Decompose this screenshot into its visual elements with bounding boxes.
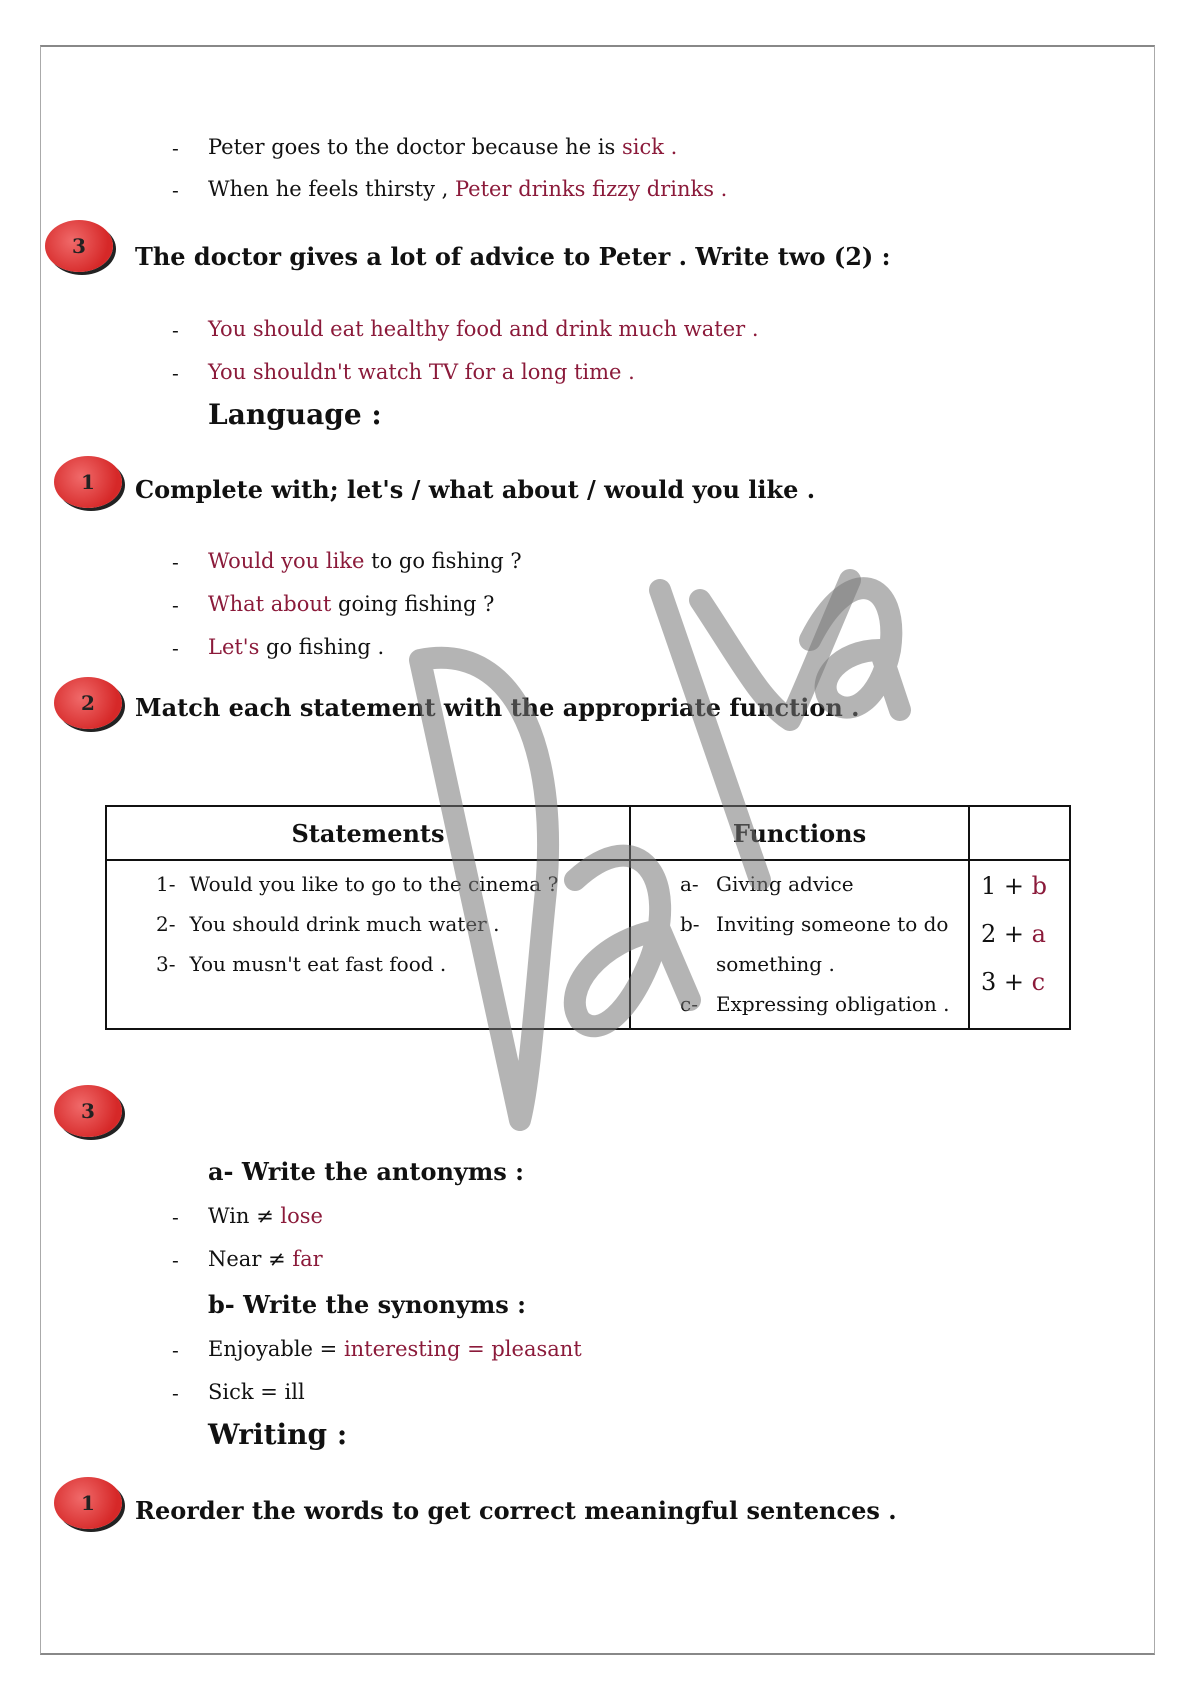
key-cell (969, 860, 1070, 1029)
bullet-dash: - (172, 636, 179, 660)
question-heading: Complete with; let's / what about / would you like . (135, 475, 816, 504)
statements-cell (106, 860, 630, 1029)
synonyms-title: b- Write the synonyms : (208, 1290, 527, 1319)
statements-header: Statements (106, 806, 630, 860)
synonym-item: Sick = ill (208, 1380, 305, 1404)
question-number-badge: 3 (54, 1085, 122, 1137)
bullet-dash: - (172, 550, 179, 574)
section-title-writing: Writing : (208, 1418, 348, 1451)
bullet-dash: - (172, 1338, 179, 1362)
key-header (969, 806, 1070, 860)
question-number-badge: 1 (54, 1477, 122, 1529)
bullet-dash: - (172, 136, 179, 160)
question-number-badge: 3 (45, 220, 113, 272)
bullet-dash: - (172, 593, 179, 617)
question-heading: Reorder the words to get correct meaningful sentences . (135, 1496, 897, 1525)
synonym-item: Enjoyable = interesting = pleasant (208, 1337, 582, 1361)
matching-table (105, 805, 1071, 1030)
question-number-badge: 2 (54, 677, 122, 729)
bullet-dash: - (172, 361, 179, 385)
question-heading: Match each statement with the appropriate function . (135, 693, 860, 722)
bullet-dash: - (172, 318, 179, 342)
function-row: b- Inviting someone to do (680, 912, 949, 936)
section-title-language: Language : (208, 398, 382, 431)
bullet-dash: - (172, 1205, 179, 1229)
key-row: 3 + c (981, 968, 1046, 996)
top-line-1: Peter goes to the doctor because he is sick . (208, 135, 678, 159)
key-row: 2 + a (981, 920, 1046, 948)
key-row: 1 + b (981, 872, 1048, 900)
statement-row: 2- You should drink much water . (156, 912, 500, 936)
antonym-item: Near ≠ far (208, 1247, 323, 1271)
function-row: something . (716, 952, 835, 976)
functions-cell (630, 860, 969, 1029)
answer-line: You shouldn't watch TV for a long time . (208, 360, 635, 384)
antonym-item: Win ≠ lose (208, 1204, 323, 1228)
statement-row: 3- You musn't eat fast food . (156, 952, 447, 976)
complete-item: What about going fishing ? (208, 592, 495, 616)
function-row: c- Expressing obligation . (680, 992, 950, 1016)
top-line-2: When he feels thirsty , Peter drinks fizzy drinks . (208, 177, 728, 201)
answer-line: You should eat healthy food and drink much water . (208, 317, 759, 341)
complete-item: Would you like to go fishing ? (208, 549, 522, 573)
question-number-badge: 1 (54, 456, 122, 508)
bullet-dash: - (172, 178, 179, 202)
bullet-dash: - (172, 1248, 179, 1272)
antonyms-title: a- Write the antonyms : (208, 1157, 524, 1186)
function-row: a- Giving advice (680, 872, 854, 896)
functions-header: Functions (630, 806, 969, 860)
statement-row: 1- Would you like to go to the cinema ? (156, 872, 559, 896)
bullet-dash: - (172, 1381, 179, 1405)
complete-item: Let's go fishing . (208, 635, 385, 659)
question-heading: The doctor gives a lot of advice to Peter . Write two (2) : (135, 242, 891, 271)
